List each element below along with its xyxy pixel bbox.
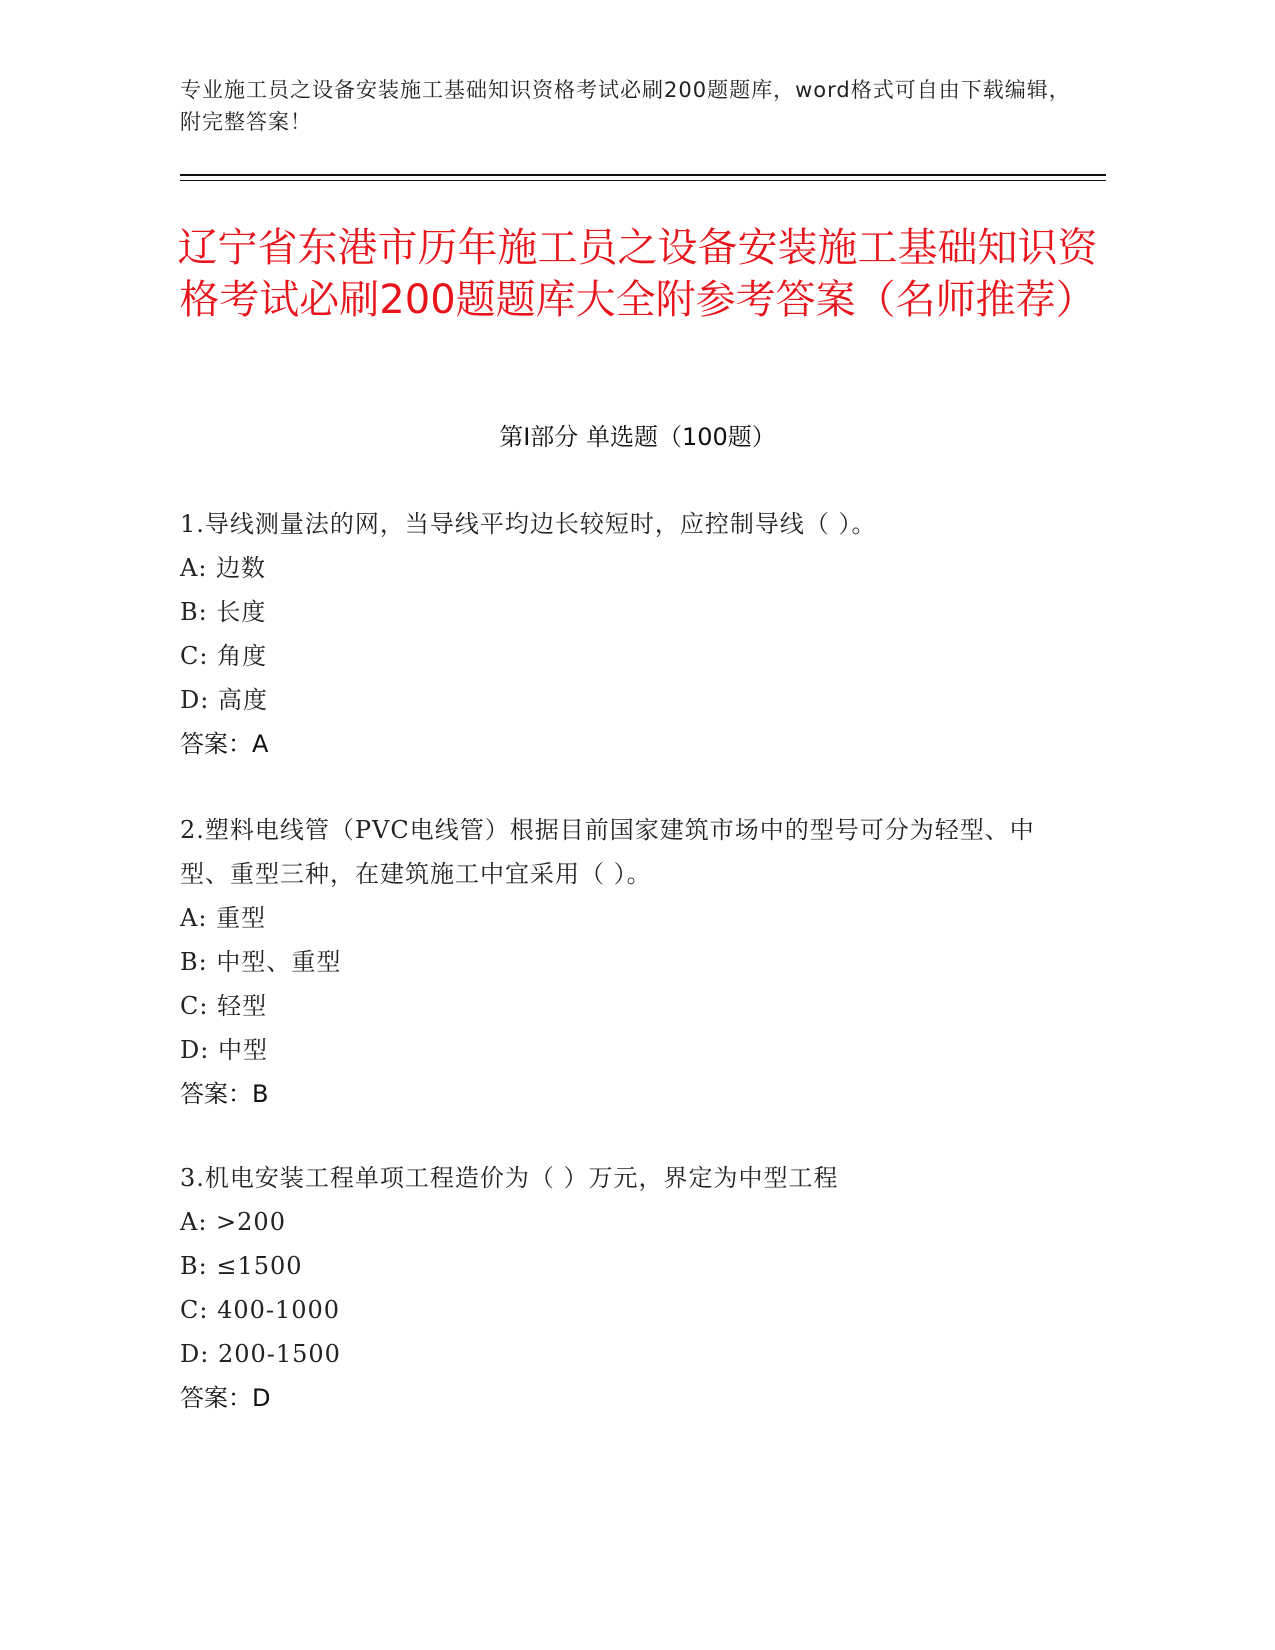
option-c: C: 400-1000 <box>180 1296 341 1324</box>
option-b: B: ≤1500 <box>180 1252 303 1280</box>
option-a: A: >200 <box>180 1208 286 1236</box>
answer: 答案：A <box>180 730 269 758</box>
header-note: 专业施工员之设备安装施工基础知识资格考试必刷200题题库，word格式可自由下载编辑，附完整答案！ <box>180 78 1071 134</box>
option-a: A: 重型 <box>180 904 267 932</box>
option-d: D: 中型 <box>180 1036 268 1064</box>
section-title: 第Ⅰ部分 单选题（100题） <box>499 423 776 451</box>
question-3 <box>180 1156 1060 1420</box>
question-stem: 2.塑料电线管（PVC电线管）根据目前国家建筑市场中的型号可分为轻型、中型、重型三种，在建筑施工中宜采用（ ）。 <box>180 816 1035 888</box>
answer: 答案：B <box>180 1080 269 1108</box>
header-rule-thin <box>180 180 1106 181</box>
question-1 <box>180 502 1060 766</box>
question-2 <box>180 808 1060 1116</box>
option-c: C: 角度 <box>180 642 268 670</box>
question-stem: 3.机电安装工程单项工程造价为（ ）万元，界定为中型工程 <box>180 1164 839 1192</box>
answer: 答案：D <box>180 1384 271 1412</box>
option-d: D: 高度 <box>180 686 268 714</box>
option-c: C: 轻型 <box>180 992 268 1020</box>
option-b: B: 中型、重型 <box>180 948 342 976</box>
option-b: B: 长度 <box>180 598 267 626</box>
question-stem: 1.导线测量法的网，当导线平均边长较短时，应控制导线（ ）。 <box>180 510 877 538</box>
option-a: A: 边数 <box>180 554 267 582</box>
document-title: 辽宁省东港市历年施工员之设备安装施工基础知识资格考试必刷200题题库大全附参考答案（名师推荐） <box>177 225 1098 323</box>
header-rule-thick <box>180 174 1106 176</box>
option-d: D: 200-1500 <box>180 1340 341 1368</box>
